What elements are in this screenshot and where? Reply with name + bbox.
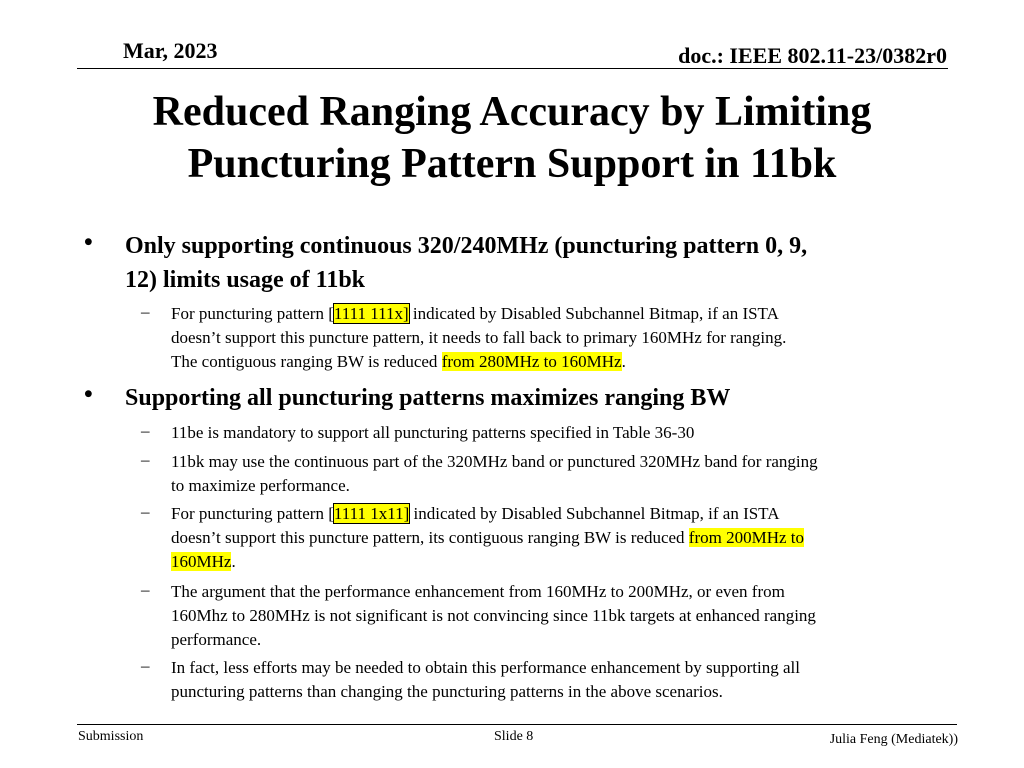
dash-marker: – <box>141 580 150 599</box>
highlight-bw: from 280MHz to 160MHz <box>441 352 622 371</box>
bullet-2-line-1: Supporting all puncturing patterns maximizes ranging BW <box>125 385 731 411</box>
slide-title <box>60 86 964 190</box>
dash-marker: – <box>141 656 150 675</box>
bullet-marker: • <box>84 229 93 256</box>
header-rule <box>77 68 948 69</box>
bullet-2-sub-1: 11be is mandatory to support all puncturing patterns specified in Table 36-30 <box>171 423 695 442</box>
bullet-2-sub-5: In fact, less efforts may be needed to obtain this performance enhancement by supporting all puncturing patterns than changing the puncturing patterns in the above scenarios. <box>171 658 800 701</box>
bullet-1-text <box>125 229 955 297</box>
highlight-pattern: 1111 111x] <box>333 304 409 323</box>
footer-submission: Submission <box>78 729 144 744</box>
dash-marker: – <box>141 450 150 469</box>
bullet-1-line-1: Only supporting continuous 320/240MHz (puncturing pattern 0, 9, <box>125 233 808 259</box>
slide-title-line-1: Reduced Ranging Accuracy by Limiting <box>152 89 872 135</box>
highlight-bw: 160MHz <box>171 552 232 571</box>
header-doc-id: doc.: IEEE 802.11-23/0382r0 <box>678 43 947 68</box>
footer-author: Julia Feng (Mediatek)) <box>829 732 958 747</box>
dash-marker: – <box>141 502 150 521</box>
header-date: Mar, 2023 <box>123 38 218 63</box>
footer-slide-number: Slide 8 <box>494 729 534 744</box>
bullet-marker: • <box>84 381 93 408</box>
bullet-2-sub-3: For puncturing pattern [1111 1x11] indicated by Disabled Subchannel Bitmap, if an ISTA doesn’t support this puncture pattern, its contiguous ranging BW is reduced from 200MHz to 160MHz. <box>171 504 805 571</box>
dash-marker: – <box>141 302 150 321</box>
dash-marker: – <box>141 421 150 440</box>
slide-title-line-2: Puncturing Pattern Support in 11bk <box>187 141 837 187</box>
bullet-1-sub-1: For puncturing pattern [1111 111x] indicated by Disabled Subchannel Bitmap, if an ISTA doesn’t support this puncture pattern, it needs to fall back to primary 160MHz for ranging. The contiguous ranging BW is reduced from 280MHz to 160MHz. <box>171 304 787 371</box>
footer-rule <box>77 724 957 725</box>
bullet-2-text <box>125 381 955 415</box>
highlight-bw: from 200MHz to <box>688 528 805 547</box>
bullet-1-line-2: 12) limits usage of 11bk <box>125 267 366 293</box>
highlight-pattern: 1111 1x11] <box>333 504 410 523</box>
bullet-2-sub-2: 11bk may use the continuous part of the 320MHz band or punctured 320MHz band for ranging to maximize performance. <box>171 452 818 495</box>
bullet-2-sub-4: The argument that the performance enhancement from 160MHz to 200MHz, or even from 160Mhz to 280MHz is not significant is not convincing since 11bk targets at enhanced ranging performance. <box>171 582 816 649</box>
